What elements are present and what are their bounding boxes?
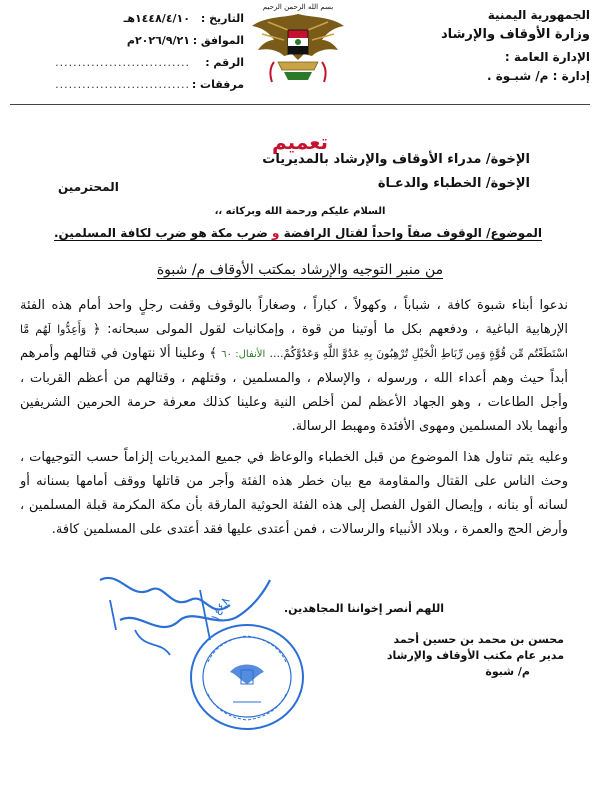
admin-office: إدارة : م/ شبـوة .: [486, 69, 590, 83]
country-name: الجمهورية اليمنية: [487, 8, 590, 22]
para1-intro: ندعوا أبناء شبوة كافة ، شباباً ، وكهولاً ، كباراً ، وصغاراً بالوقوف وقفت رجلٍ واحد أمام هذه الفئة الإرهابية الباغية ، ودفعهم بكل ما أوتينا من قوة ، وإمكانيات لقول المولى سبحانه: ﴿: [20, 298, 568, 337]
number-row: [14, 52, 244, 74]
signatory-governorate: م/ شبوة: [485, 665, 530, 678]
header-divider: [10, 104, 590, 105]
circular-title: تعميم: [271, 130, 329, 154]
respect-phrase: المحترمين: [58, 180, 119, 194]
general-admin: الإدارة العامة :: [504, 50, 590, 64]
subject-line: [54, 226, 542, 241]
gregorian-label: الموافق :: [192, 34, 244, 47]
number-label: الرقم :: [205, 56, 244, 69]
eagle-emblem-icon: [248, 0, 348, 92]
closing-prayer: اللهم أنصر إخواننا المجاهدين.: [284, 602, 444, 615]
svg-text:بسم الله الرحمن الرحيم: بسم الله الرحمن الرحيم: [262, 3, 334, 11]
addressee-preachers: الإخوة/ الخطباء والدعـاة: [377, 176, 530, 191]
date-label: التاريخ :: [200, 12, 244, 25]
round-stamp-icon: [188, 622, 306, 732]
yemen-emblem: [248, 0, 348, 92]
body-paragraph-2: وعليه يتم تناول هذا الموضوع من قبل الخطباء والوعاظ في جميع المديريات إلزاماً حسب التوجيهات ، وحث الناس على القتال والمقاومة مع بيان خطر هذه الفئة وأجر من قاتلها ووقف أمامها بسنانه أو لسانه أو بنانه ، وإيصال القول الفصل إلى هذه الفئة الحوثية المارقة بأن مكة المكرمة قبلة المسلمين ، وأرض الحج والعمرة ، وبلاد الأنبياء والرسالات ، فمن أعتدى عليها فقد أعتدى على المسلمين كافة.: [20, 450, 568, 537]
subject-text: الموضوع/ الوقوف صفاً واحداً لقتال الرافضة: [279, 226, 542, 240]
body-paragraph-1: [20, 294, 568, 439]
sender-text: من منبر التوجيه والإرشاد بمكتب الأوقاف م/ شبوة: [156, 262, 444, 278]
gregorian-row: [14, 30, 244, 52]
subject-red-letter: و: [271, 226, 280, 240]
para1-rest: ﴾ وعلينا ألا نتهاون في قتالهم وأمرهم أبداً حيث وهم أعداء الله ، ورسوله ، والإسلام ، والمسلمين ، وقتلهم ، وقتالهم من أعظم القربات ، وأجل الطاعات ، وهو الجهاد الأعظم لمن أخلص النية وعلينا كذلك معرفة حرمة الحرمين الشريفين وأنهما بلاد المسلمين ومهوى الأفئدة ومهبط الرسالة.: [20, 346, 568, 434]
letterhead-right: [380, 6, 590, 86]
svg-text:١٤٤٨: ١٤٤٨: [207, 594, 233, 624]
attachments-label: مرفقات :: [191, 78, 244, 91]
addressee-directors: الإخوة/ مدراء الأوقاف والإرشاد بالمديريات: [262, 152, 530, 167]
gregorian-value: ٢٠٢٦/٩/٢١م: [126, 34, 190, 47]
greeting: السلام عليكم ورحمة الله وبركاته ،،: [214, 206, 386, 217]
official-stamp: [188, 622, 306, 732]
ministry-name: وزارة الأوقاف والإرشاد: [441, 27, 590, 42]
attachments-dots: ..............................: [55, 78, 190, 91]
signatory-position: مدير عام مكتب الأوقاف والإرشاد: [386, 649, 564, 662]
attachments-row: [14, 74, 244, 96]
date-value: ١٤٤٨/٤/١٠هـ: [123, 12, 190, 25]
date-row: [14, 8, 244, 30]
number-dots: ..............................: [55, 56, 190, 69]
quran-verse: وَأَعِدُّوا لَهُم مَّا اسْتَطَعْتُم مِّن قُوَّةٍ وَمِن رِّبَاطِ الْخَيْلِ تُرْهِبُونَ بِهِ عَدُوَّ اللَّهِ وَعَدُوَّكُمْ....: [20, 323, 568, 360]
sender-line: [0, 262, 600, 278]
subject-text-end: ضرب مكة هو ضرب لكافة المسلمين.: [53, 226, 272, 240]
verse-reference: الأنفال: ٦٠: [221, 349, 266, 360]
letter-meta: [14, 8, 244, 96]
signatory-name: محسن بن محمد بن حسين أحمد: [393, 633, 564, 646]
